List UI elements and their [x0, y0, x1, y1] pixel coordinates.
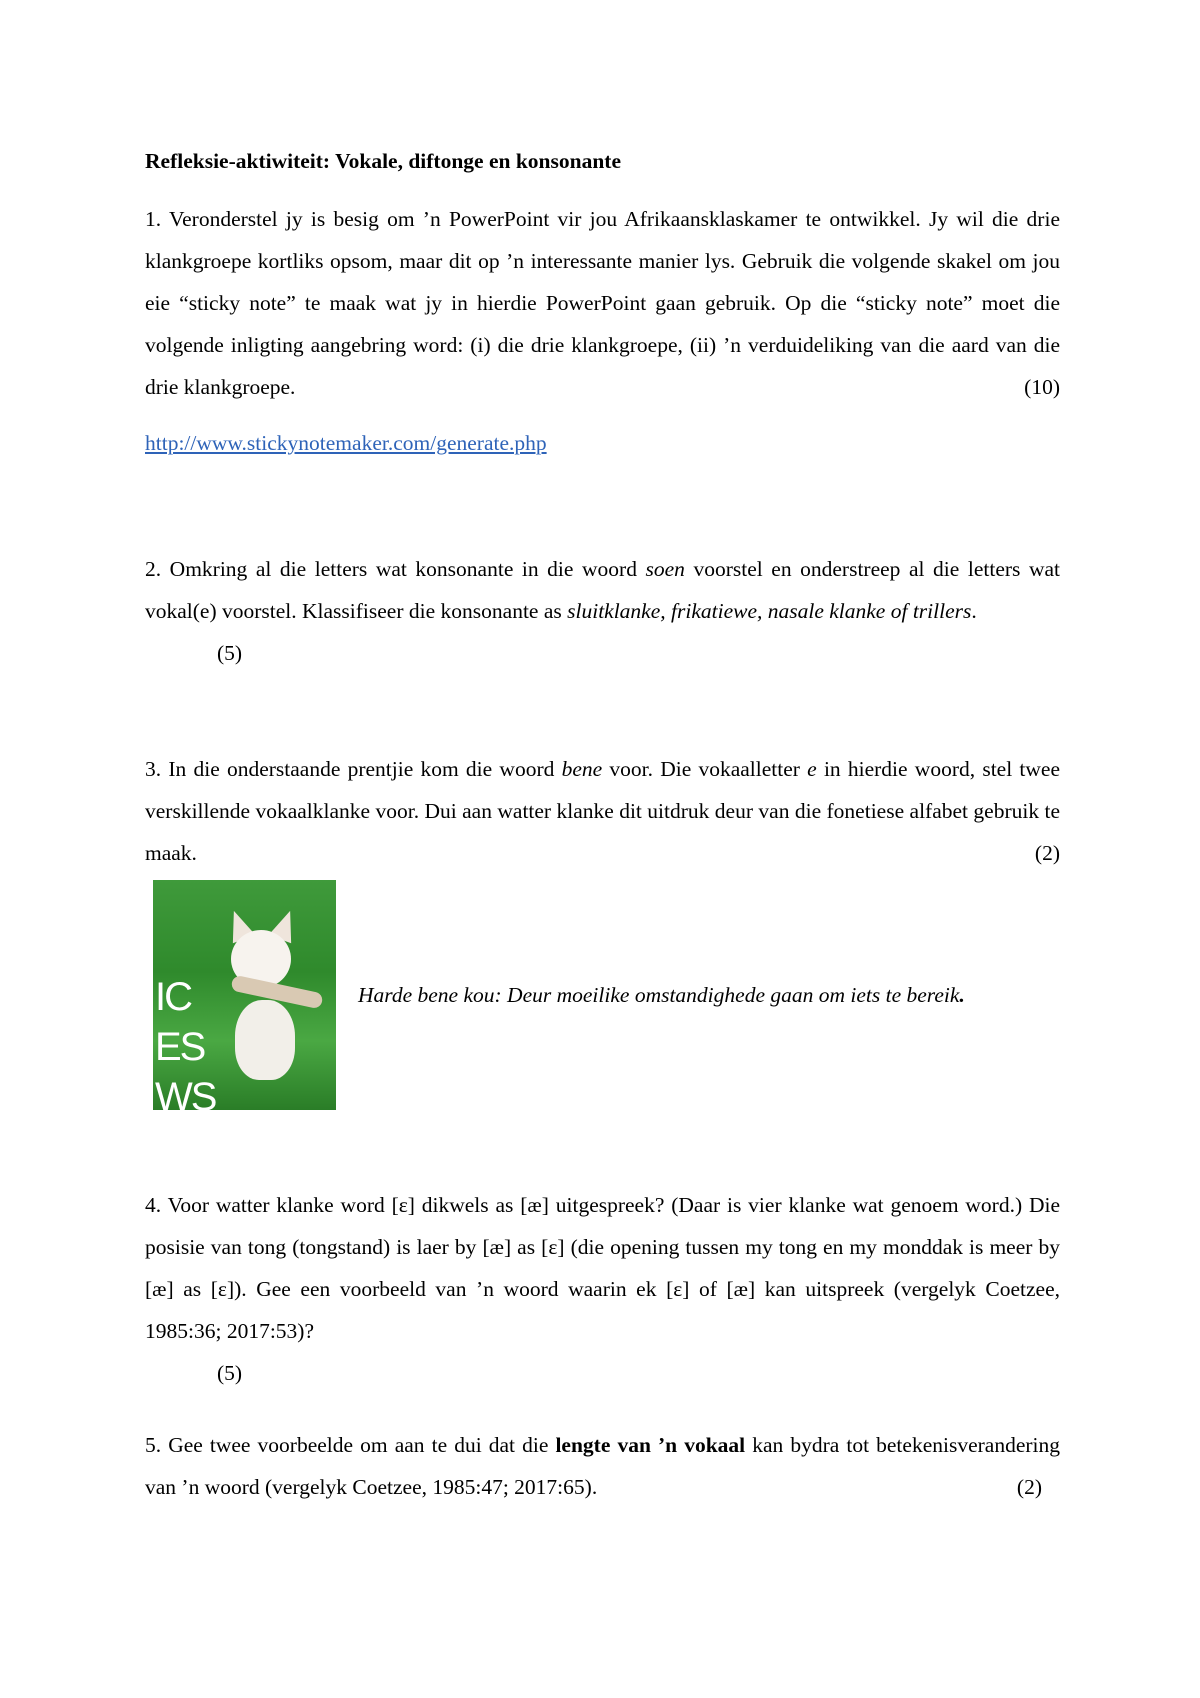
- question-3-text-a: 3. In die onderstaande prentjie kom die woord: [145, 757, 562, 781]
- question-3-word: bene: [561, 757, 603, 781]
- photo-overlay-lines: IC ES WS: [155, 975, 216, 1110]
- question-4: [145, 1184, 1060, 1352]
- question-5: [145, 1424, 1060, 1508]
- question-2-word: soen: [645, 557, 685, 581]
- question-2-end: .: [971, 599, 977, 623]
- spacer: [145, 1394, 1060, 1424]
- question-1: [145, 198, 1060, 408]
- question-5-text-b: kan bydra tot betekenisverandering van ’n woord (vergelyk Coetzee, 1985:47; 2017:65).: [145, 1433, 1060, 1499]
- question-4-marks: (5): [217, 1361, 243, 1385]
- question-3-text-b: voor. Die vokaalletter: [602, 757, 808, 781]
- question-2-classes: sluitklanke, frikatiewe, nasale klanke of trillers: [567, 599, 972, 623]
- question-2-text-b: voorstel en onderstreep al die letters wat vokal(e) voorstel. Klassifiseer die konsonante as: [145, 557, 1060, 623]
- photo-overlay-text: [155, 972, 215, 1110]
- question-2-text-a: 2. Omkring al die letters wat konsonante in die woord: [145, 557, 646, 581]
- spacer: [145, 1110, 1060, 1184]
- sticky-note-link[interactable]: http://www.stickynotemaker.com/generate.php: [145, 431, 547, 455]
- page-title: Refleksie-aktiwiteit: Vokale, diftonge en konsonante: [145, 149, 621, 173]
- question-5-text-a: 5. Gee twee voorbeelde om aan te dui dat die: [145, 1433, 556, 1457]
- spacer: [145, 674, 1060, 748]
- question-2-marks: (5): [217, 641, 243, 665]
- question-5-bold: lengte van ’n vokaal: [555, 1433, 746, 1457]
- idiom-caption: [358, 974, 1060, 1016]
- document-body: [145, 140, 1060, 1508]
- question-1-marks: (10): [1024, 375, 1060, 399]
- question-3-text-c: in hierdie woord, stel twee verskillende vokaalklanke voor. Dui aan watter klanke dit uitdruk deur van die fonetiese alfabet gebruik te maak.: [145, 757, 1060, 865]
- dog-body: [235, 1000, 295, 1080]
- spacer: [145, 464, 1060, 548]
- question-3: [145, 748, 1060, 874]
- question-4-text: 4. Voor watter klanke word [ɛ] dikwels as [æ] uitgespreek? (Daar is vier klanke wat genoem word.) Die posisie van tong (tongstand) is laer by [æ] as [ɛ] (die opening tussen my tong en my monddak is meer by [æ] as [ɛ]). Gee een voorbeeld van ’n woord waarin ek [ɛ] of [æ] kan uitspreek (vergelyk Coetzee, 1985:36; 2017:53)?: [145, 1193, 1060, 1343]
- question-3-letter: e: [807, 757, 817, 781]
- question-1-text: 1. Veronderstel jy is besig om ’n PowerPoint vir jou Afrikaansklaskamer te ontwikkel. Jy wil die drie klankgroepe kortliks opsom, maar dit op ’n interessante manier lys. Gebruik die volgende skakel om jou eie “sticky note” te maak wat jy in hierdie PowerPoint gaan gebruik. Op die “sticky note” moet die volgende inligting aangebring word: (i) die drie klankgroepe, (ii) ’n verduideliking van die aard van die drie klankgroepe.: [145, 207, 1060, 399]
- question-2: [145, 548, 1060, 632]
- figure-row: [145, 880, 1060, 1110]
- idiom-caption-text: Harde bene kou: Deur moeilike omstandighede gaan om iets te bereik: [358, 983, 960, 1007]
- idiom-caption-end: .: [959, 983, 965, 1007]
- question-3-marks: (2): [1034, 841, 1060, 865]
- dog-with-bone-photo: [153, 880, 336, 1110]
- question-5-marks: (2): [1016, 1475, 1042, 1499]
